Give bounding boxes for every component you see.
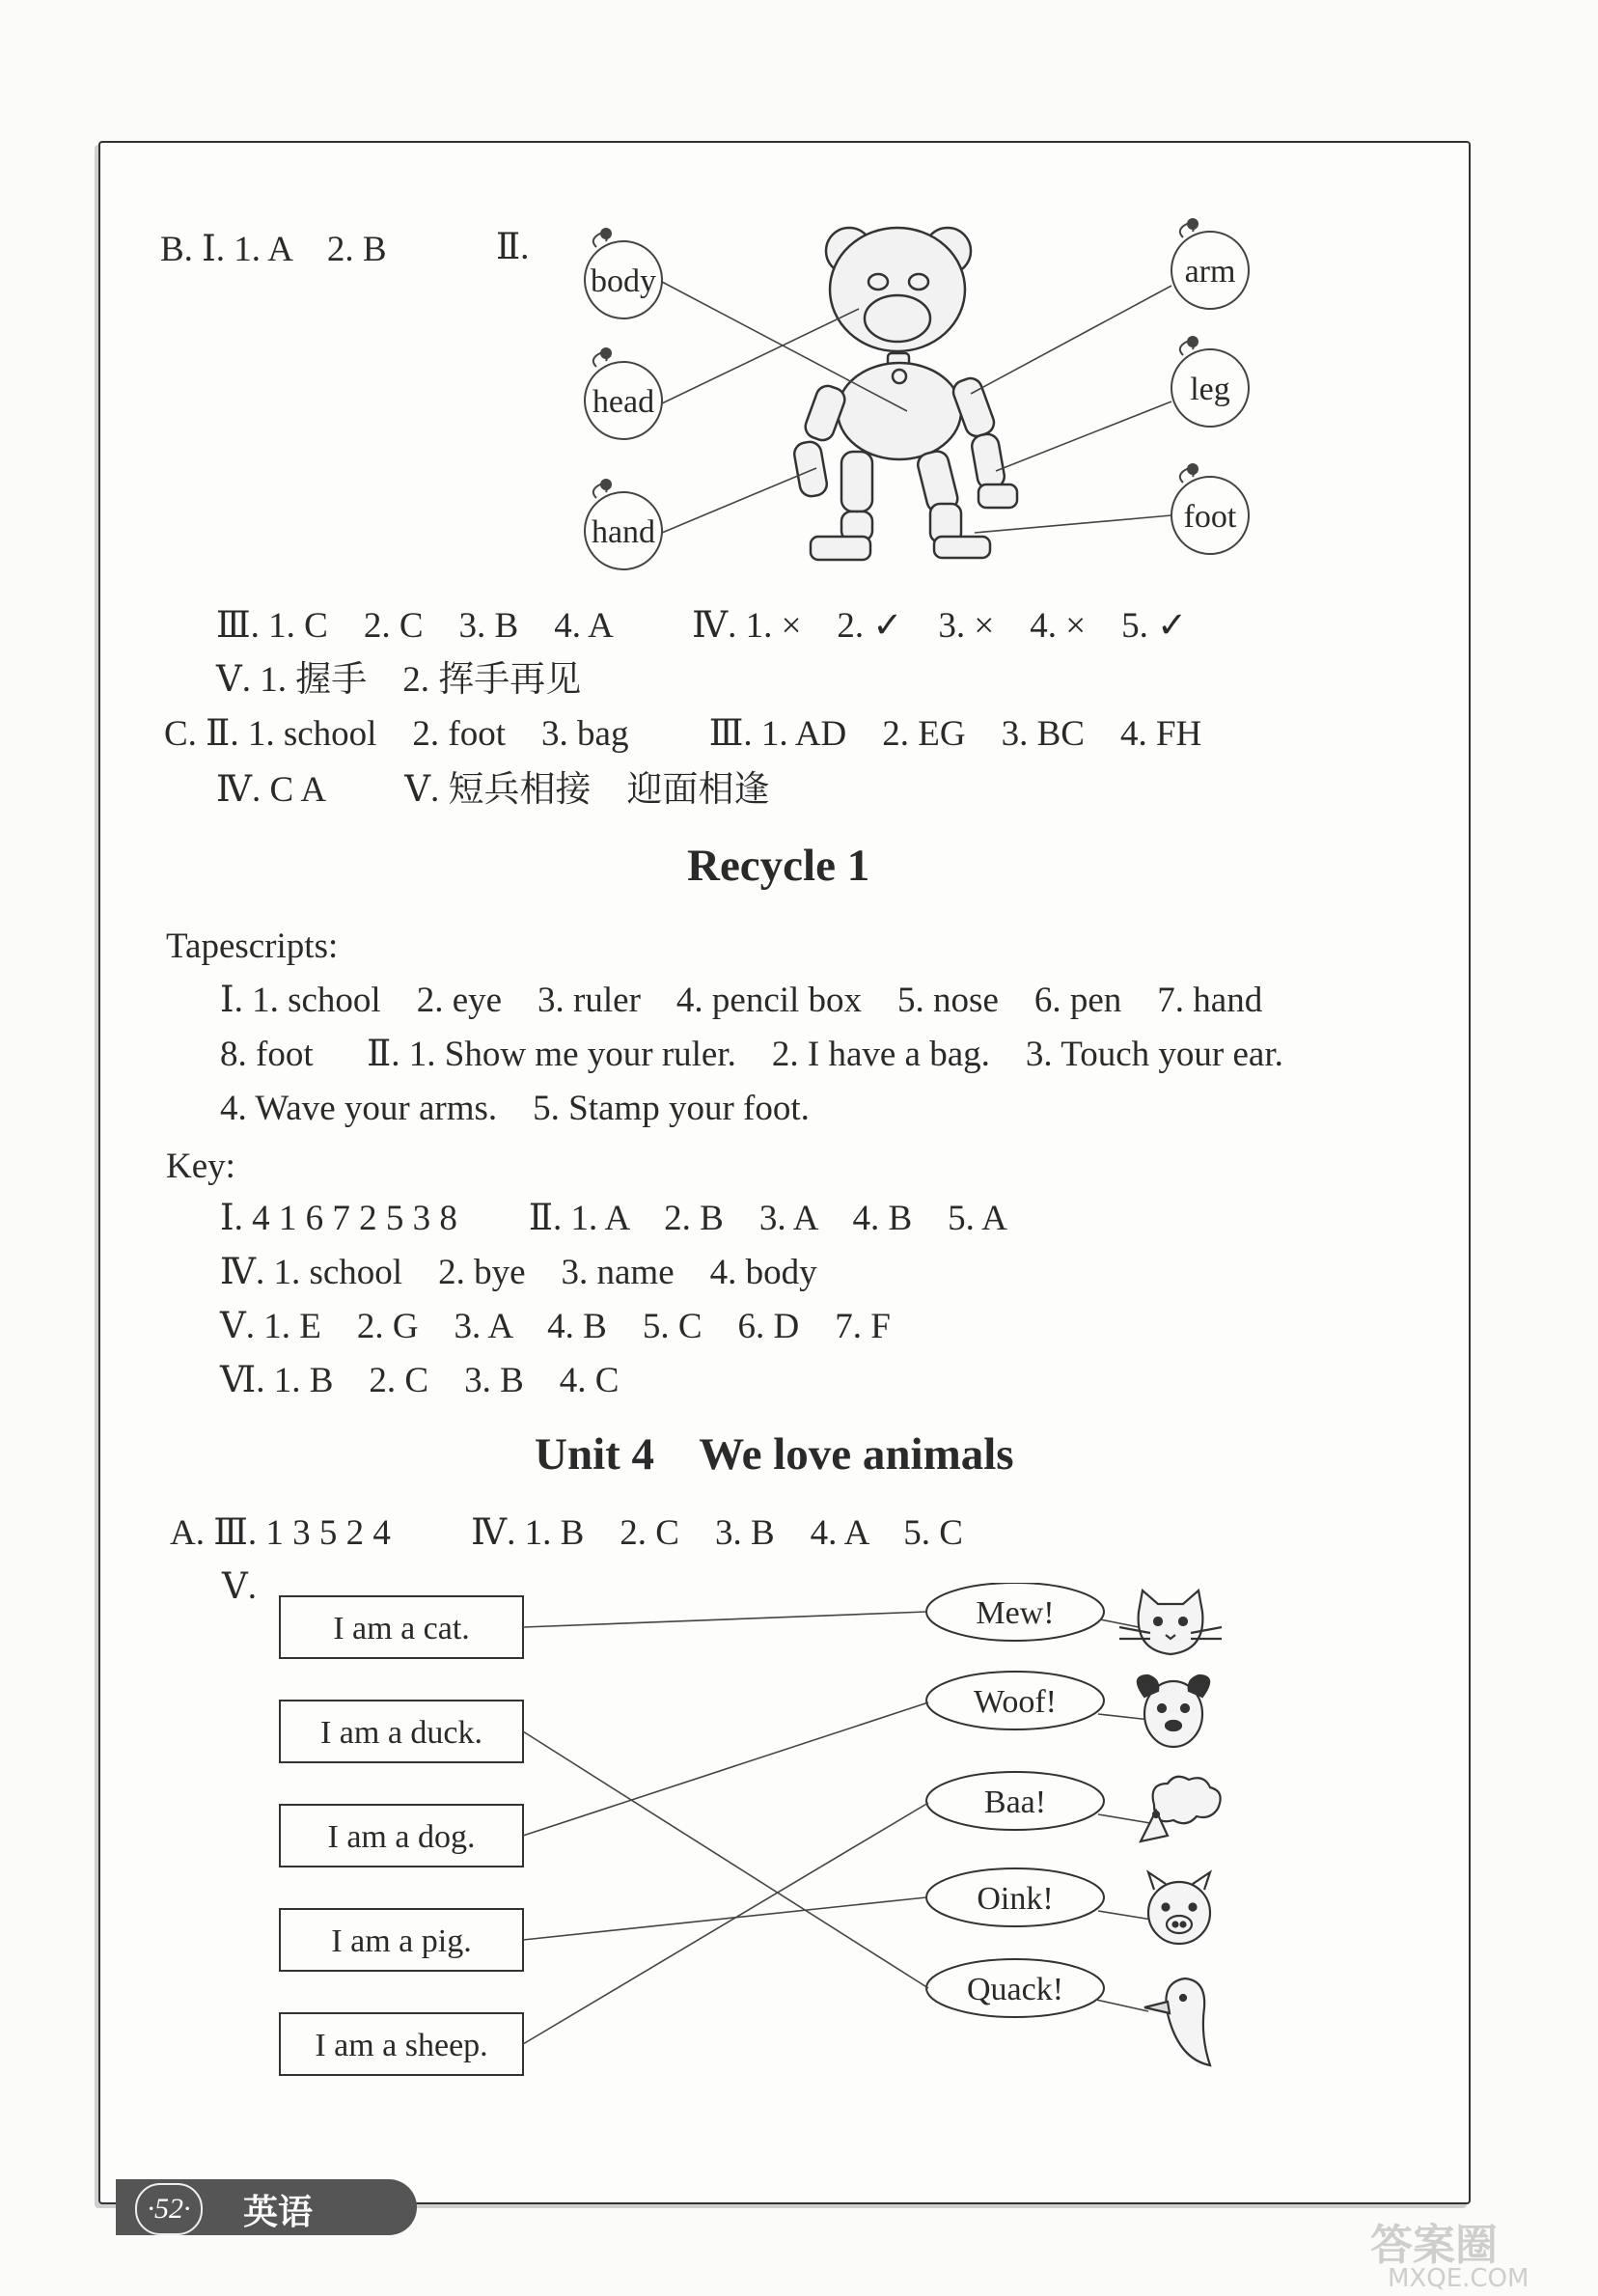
unit4-title: Unit 4 We love animals: [535, 1429, 1014, 1480]
dog-icon: [1138, 1675, 1209, 1747]
sentence-sheep: I am a sheep.: [315, 2028, 488, 2063]
robot-bear-icon: [792, 228, 1017, 560]
recycle-title: Recycle 1: [687, 841, 870, 891]
sound-mew: Mew!: [976, 1595, 1055, 1631]
key-line-4: Ⅵ. 1. B 2. C 3. B 4. C: [220, 1361, 620, 1400]
animal-matching-diagram: [270, 1583, 1274, 2085]
tapescript-line-2: 8. foot Ⅱ. 1. Show me your ruler. 2. I have a bag. 3. Touch your ear.: [220, 1035, 1283, 1074]
label-head: head: [592, 384, 655, 420]
sound-baa: Baa!: [983, 1784, 1047, 1820]
sheep-icon: [1141, 1777, 1221, 1841]
label-leg: leg: [1190, 372, 1230, 407]
section-b-iii-iv: Ⅲ. 1. C 2. C 3. B 4. A Ⅳ. 1. × 2. ✓ 3. × 4. × 5. ✓: [216, 606, 1188, 646]
watermark-url: MXQE.COM: [1388, 2264, 1529, 2293]
key-line-3: Ⅴ. 1. E 2. G 3. A 4. B 5. C 6. D 7. F: [220, 1307, 891, 1346]
unit4-a-line: A. Ⅲ. 1 3 5 2 4 Ⅳ. 1. B 2. C 3. B 4. A 5. C: [170, 1513, 963, 1553]
sentence-pig: I am a pig.: [331, 1923, 472, 1959]
label-arm: arm: [1184, 254, 1236, 290]
key-label: Key:: [166, 1147, 235, 1186]
section-b-v: Ⅴ. 1. 握手 2. 挥手再见: [216, 660, 582, 700]
pig-icon: [1148, 1872, 1210, 1944]
sound-oink: Oink!: [977, 1881, 1054, 1917]
label-foot: foot: [1183, 499, 1237, 535]
robot-matching-diagram: [569, 212, 1264, 579]
tapescript-line-3: 4. Wave your arms. 5. Stamp your foot.: [220, 1089, 810, 1128]
subject-label: 英语: [243, 2193, 314, 2232]
sentence-dog: I am a dog.: [327, 1819, 476, 1855]
duck-icon: [1144, 1978, 1210, 2065]
key-line-1: Ⅰ. 4 1 6 7 2 5 3 8 Ⅱ. 1. A 2. B 3. A 4. B 5. A: [220, 1199, 1007, 1238]
sentence-cat: I am a cat.: [333, 1611, 470, 1646]
key-line-2: Ⅳ. 1. school 2. bye 3. name 4. body: [220, 1253, 817, 1292]
section-c-iv-v: Ⅳ. C A Ⅴ. 短兵相接 迎面相逢: [216, 770, 770, 810]
unit4-v-label: Ⅴ.: [222, 1567, 257, 1607]
label-body: body: [591, 263, 656, 299]
sentence-duck: I am a duck.: [319, 1715, 483, 1751]
section-b-i: B. Ⅰ. 1. A 2. B: [160, 230, 387, 269]
section-c-ii-iii: C. Ⅱ. 1. school 2. foot 3. bag Ⅲ. 1. AD 2. EG 3. BC 4. FH: [164, 714, 1202, 754]
watermark-logo: 答案圈: [1370, 2221, 1498, 2270]
tapescript-line-1: Ⅰ. 1. school 2. eye 3. ruler 4. pencil box 5. nose 6. pen 7. hand: [220, 981, 1263, 1020]
page-number: ·52·: [135, 2183, 203, 2235]
sound-woof: Woof!: [973, 1684, 1058, 1720]
cat-icon: [1119, 1591, 1222, 1654]
sound-quack: Quack!: [966, 1972, 1064, 2007]
label-hand: hand: [591, 514, 656, 550]
tapescripts-label: Tapescripts:: [166, 927, 339, 966]
section-b-ii-label: Ⅱ.: [496, 228, 530, 267]
